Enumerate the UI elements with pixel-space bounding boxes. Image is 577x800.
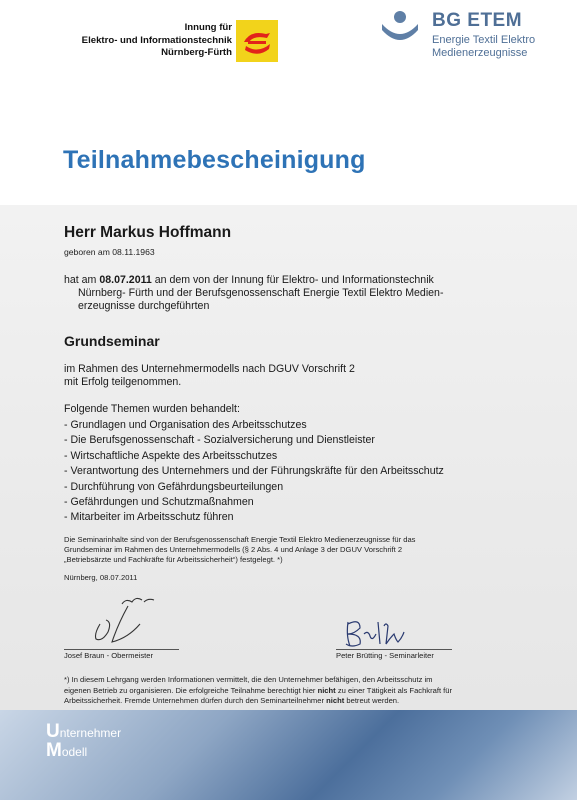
signature-braun-icon (82, 594, 182, 644)
innung-line: Nürnberg-Fürth (161, 47, 232, 58)
topic-item: - Durchführung von Gefährdungsbeurteilungen (64, 480, 444, 495)
note-line: Grundseminar im Rahmen des Unternehmermodells (§ 2 Abs. 4 und Anlage 3 der DGUV Vorschrift 2 (64, 545, 403, 555)
note-line: Die Seminarinhalte sind von der Berufsgenossenschaft Energie Textil Elektro Medienerzeugnisse für das (64, 535, 416, 544)
place-date: Nürnberg, 08.07.2011 (64, 573, 138, 582)
innung-line: Elektro- und Informationstechnik (81, 34, 232, 46)
framework-line: im Rahmen des Unternehmermodells nach DGUV Vorschrift 2 (64, 363, 355, 375)
topics-list (64, 418, 444, 526)
framework-line: mit Erfolg teilgenommen. (64, 376, 182, 389)
footnote-line: *) In diesem Lehrgang werden Informationen vermittelt, die den Unternehmer befähigen, den Arbeitsschutz im (64, 675, 433, 684)
footnote (64, 675, 514, 707)
topic-item: - Gefährdungen und Schutzmaßnahmen (64, 495, 444, 510)
recipient-name: Herr Markus Hoffmann (64, 224, 232, 241)
bg-etem-emblem-icon (380, 10, 420, 40)
topic-item: - Wirtschaftliche Aspekte des Arbeitsschutzes (64, 449, 444, 464)
intro-line: erzeugnisse durchgeführten (78, 300, 210, 313)
bg-sub-line: Energie Textil Elektro (432, 34, 536, 46)
innung-name (82, 22, 232, 60)
intro-paragraph (64, 274, 484, 314)
topic-item: - Die Berufsgenossenschaft - Sozialversicherung und Dienstleister (64, 433, 444, 448)
signature-bruetting-icon (340, 612, 410, 650)
framework-paragraph (64, 363, 464, 389)
footnote-line: Arbeitssicherheit. Fremde Unternehmen dürfen durch den Seminarteilnehmer nicht betreut werden. (64, 696, 400, 706)
topic-item: - Verantwortung des Unternehmers und der Führungskräfte für den Arbeitsschutz (64, 464, 444, 479)
signature-label-left: Josef Braun - Obermeister (64, 651, 154, 660)
innung-line: Innung für (184, 22, 232, 33)
seminar-note (64, 535, 484, 566)
e-check-logo-icon (236, 20, 278, 62)
document-title: Teilnahmebescheinigung (63, 146, 366, 174)
signature-line-left (64, 649, 179, 650)
intro-line: Nürnberg- Fürth und der Berufsgenossenschaft Energie Textil Elektro Medien- (78, 287, 444, 300)
topic-item: - Mitarbeiter im Arbeitsschutz führen (64, 510, 444, 525)
topic-item: - Grundlagen und Organisation des Arbeitsschutzes (64, 418, 444, 433)
recipient-birth: geboren am 08.11.1963 (64, 247, 155, 257)
bg-etem-name: BG ETEM (432, 10, 523, 31)
signature-label-right: Peter Brütting - Seminarleiter (336, 651, 434, 660)
bg-etem-subtitle (432, 34, 535, 60)
header (0, 0, 577, 100)
unternehmermodell-logo: Unternehmer Modell (46, 721, 122, 761)
note-line: „Betriebsärzte und Fachkräfte für Arbeitssicherheit“) festgelegt. *) (64, 555, 283, 565)
footnote-line: eigenen Betrieb zu organisieren. Die erfolgreiche Teilnahme berechtigt hier nicht zu einer Tätigkeit als Fachkraft für (64, 685, 453, 695)
bg-sub-line: Medienerzeugnisse (432, 47, 528, 59)
intro-line: hat am 08.07.2011 an dem von der Innung für Elektro- und Informationstechnik (64, 274, 434, 286)
course-date: 08.07.2011 (99, 274, 152, 286)
signature-line-right (336, 649, 452, 650)
topics-heading: Folgende Themen wurden behandelt: (64, 403, 240, 415)
seminar-title: Grundseminar (64, 333, 160, 349)
